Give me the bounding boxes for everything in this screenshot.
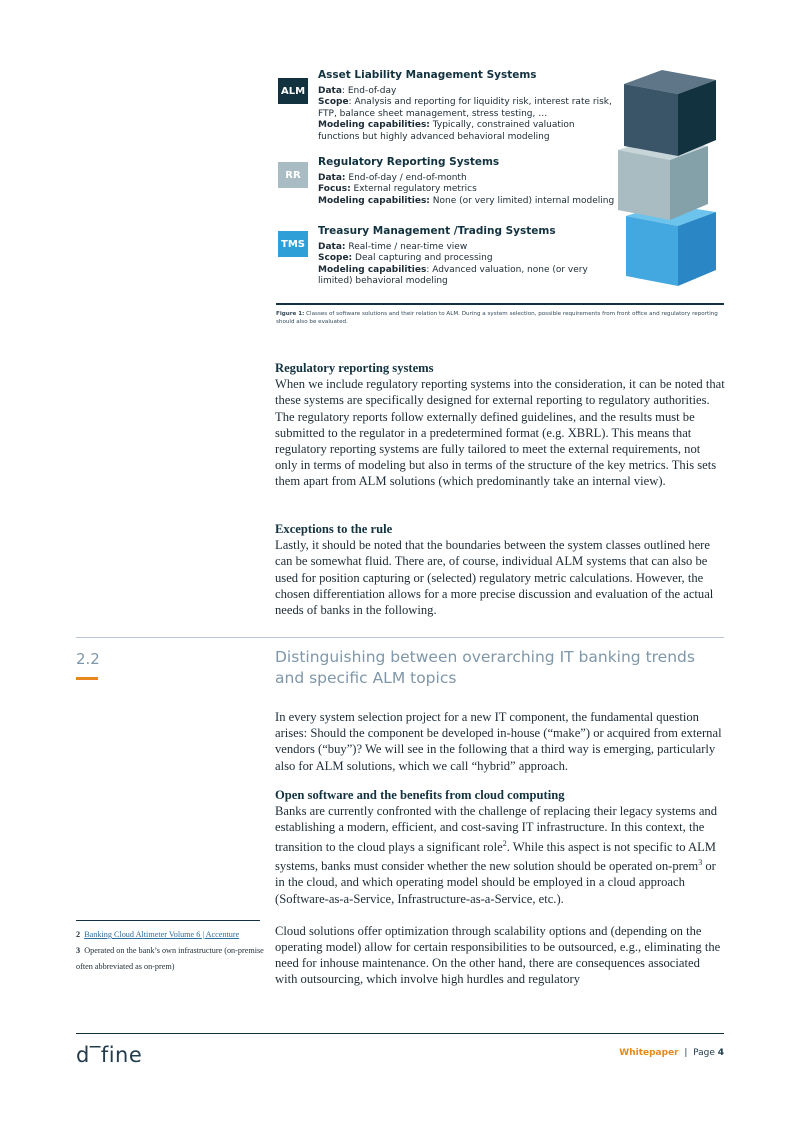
footnote-3: 3 Operated on the bank’s own infrastructure (on-premise often abbreviated as on-prem) xyxy=(76,946,264,971)
figure-divider xyxy=(276,303,724,305)
tms-cube-left xyxy=(626,216,678,286)
cloud-paragraph-2: Cloud solutions offer optimization through scalability options and (depending on the operating model) allow for certain responsibilities to be outsourced, e.g., eliminating the need for inhouse maintenance. On the other hand, there are consequences associated with outsourcing, which involve high hurdles and regulatory xyxy=(275,923,721,987)
rr-data-line: Data: End-of-day / end-of-month xyxy=(318,172,467,183)
cloud-section xyxy=(275,787,725,988)
intro-paragraph: In every system selection project for a new IT component, the fundamental question arises: Should the component be developed in-house (“make”) or acquired from external vendors (“buy”)? We will see in the following that a third way is emerging, particularly also for ALM solutions, which we call “hybrid” approach. xyxy=(275,710,722,773)
footer-divider xyxy=(76,1033,724,1034)
exceptions-heading: Exceptions to the rule xyxy=(275,522,393,536)
regulatory-reporting-heading: Regulatory reporting systems xyxy=(275,361,434,375)
rr-badge: RR xyxy=(278,162,308,188)
section-title: Distinguishing between overarching IT banking trends and specific ALM topics xyxy=(275,648,695,687)
tms-data-line: Data: Real-time / near-time view xyxy=(318,241,468,252)
section-accent-bar xyxy=(76,677,98,680)
alm-badge: ALM xyxy=(278,78,308,104)
stacked-cubes-graphic xyxy=(614,64,724,296)
tms-description xyxy=(318,226,618,288)
footnote-2: 2 Banking Cloud Altimeter Volume 6 | Accenture xyxy=(76,930,240,939)
rr-focus-line: Focus: External regulatory metrics xyxy=(318,184,477,194)
rr-title: Regulatory Reporting Systems xyxy=(318,156,500,168)
footer-page-info: Whitepaper | Page 4 xyxy=(619,1048,724,1058)
footnote-ref-2[interactable]: 2 xyxy=(502,838,507,848)
alm-description xyxy=(318,70,618,143)
figure-alm-system xyxy=(278,69,612,150)
figure-tms-system xyxy=(278,226,608,296)
regulatory-reporting-paragraph: When we include regulatory reporting systems into the consideration, it can be noted that these systems are specifically designed for external reporting to regulatory authorities. The regulatory reports follow externally defined guidelines, and the results must be submitted to the regulator in a predetermined format (e.g. XBRL). This means that regulatory reporting systems are fully tailored to meet the external requirements, not only in terms of modeling but also in terms of the structure of the key metrics. This sets them apart from ALM solutions (which predominantly take an internal view). xyxy=(275,377,725,489)
page-number: 4 xyxy=(717,1048,724,1058)
alm-data-line: Data: End-of-day xyxy=(318,85,397,96)
footnote-2-link[interactable]: Banking Cloud Altimeter Volume 6 | Accenture xyxy=(84,930,240,939)
tms-scope-line: Scope: Deal capturing and processing xyxy=(318,253,493,263)
section-number: 2.2 xyxy=(76,650,100,668)
cloud-paragraph: Banks are currently confronted with the challenge of replacing their legacy systems and establishing a modern, efficient, and cost-saving IT infrastructure. In this context, the transition to the cloud plays a significant role$^2$. While this aspect is not specific to ALM systems, banks must consider whether the new solution should be operated on-prem$^3$ or in the cloud, and which operating model should be employed in a cloud approach (Software-as-a-Service, Infrastructure-as-a-Service, etc.). xyxy=(275,804,718,906)
cloud-heading: Open software and the benefits from cloud computing xyxy=(275,788,565,802)
intro-section xyxy=(275,709,725,774)
regulatory-reporting-section xyxy=(275,360,725,490)
alm-scope-line: Scope: Analysis and reporting for liquidity risk, interest rate risk, FTP, balance sheet management, stress testing, … xyxy=(318,97,612,119)
alm-title: Asset Liability Management Systems xyxy=(318,69,537,81)
alm-cube-left xyxy=(624,84,678,156)
exceptions-section xyxy=(275,521,725,618)
tms-badge: TMS xyxy=(278,231,308,257)
tms-modeling-line: Modeling capabilities: Advanced valuation, none (or very limited) behavioral modeling xyxy=(318,264,588,286)
footnote-ref-3[interactable]: 3 xyxy=(698,858,703,867)
exceptions-paragraph: Lastly, it should be noted that the boundaries between the system classes outlined here can be somewhat fluid. There are, of course, individual ALM systems that can also be used for position capturing or (selected) regulatory metric calculations. However, the chosen differentiation allows for a more precise discussion and evaluation of the actual needs of banks in the following. xyxy=(275,538,714,618)
alm-modeling-line: Modeling capabilities: Typically, constrained valuation functions but highly advanced behavioral modeling xyxy=(318,120,575,142)
figure-caption: Figure 1: Classes of software solutions and their relation to ALM. During a system selection, possible requirements from front office and regulatory reporting should also be evaluated. xyxy=(276,311,718,325)
section-divider xyxy=(76,637,724,638)
figure-rr-system xyxy=(278,156,615,217)
rr-cube-left xyxy=(618,150,670,220)
footnote-divider xyxy=(76,920,260,921)
dfine-logo: d‾fine xyxy=(76,1043,143,1067)
whitepaper-label: Whitepaper xyxy=(619,1048,679,1058)
footnotes xyxy=(76,927,266,975)
rr-description xyxy=(318,157,618,207)
tms-title: Treasury Management /Trading Systems xyxy=(318,225,556,237)
rr-modeling-line: Modeling capabilities: None (or very limited) internal modeling xyxy=(318,195,615,206)
